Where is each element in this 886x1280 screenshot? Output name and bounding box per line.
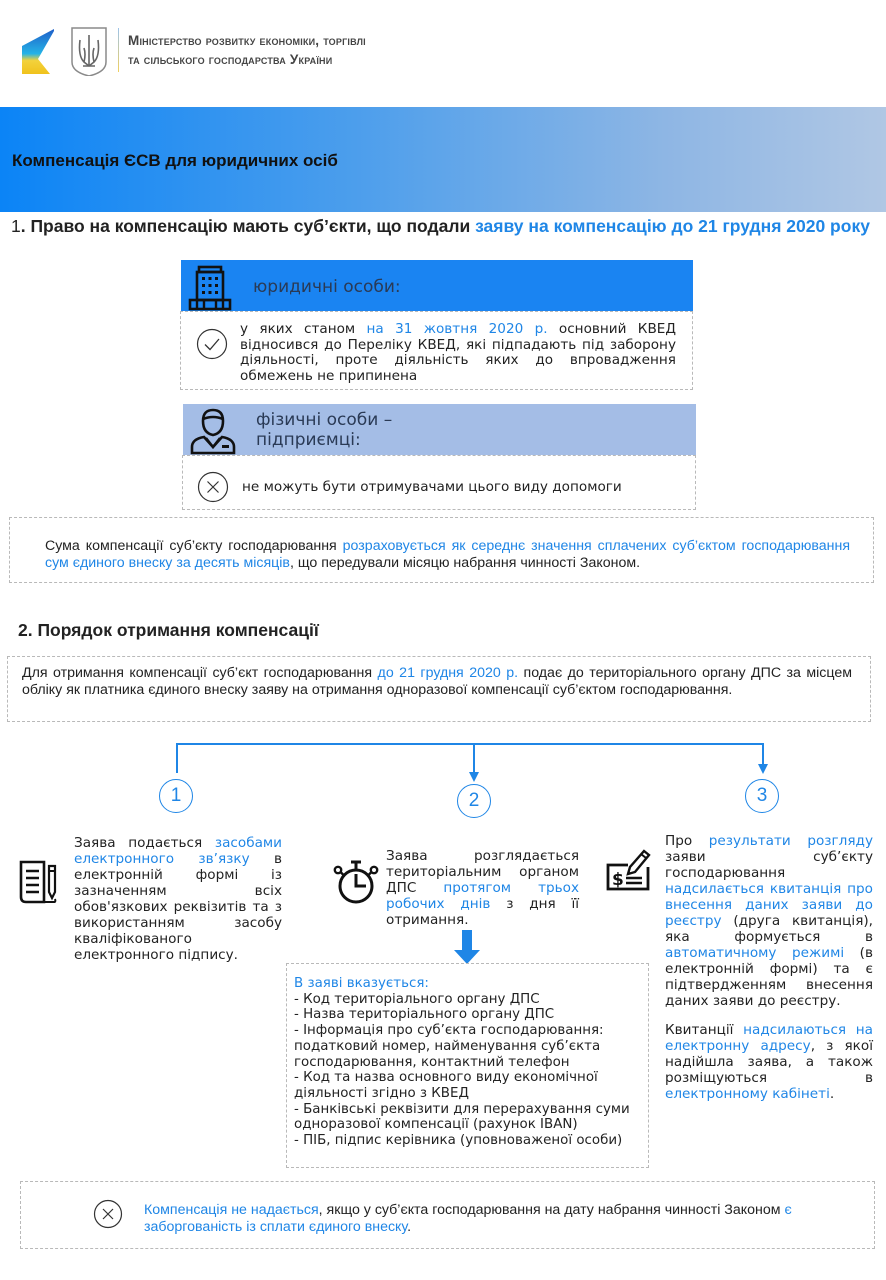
svg-text:$: $	[612, 870, 624, 890]
step3-text-part: .	[829, 1086, 835, 1102]
step3-text-part: Квитанції	[665, 1022, 744, 1038]
intro-text-part: подає до територіального органу ДПС за місцем обліку як платника єдиного внеску заяву на отримання одноразової компенсації суб’єктом господарювання.	[22, 665, 852, 698]
step3-text-highlight: електронному кабінеті	[665, 1086, 830, 1102]
legal-text-part: у яких станом	[240, 321, 367, 337]
step1-text	[74, 835, 282, 963]
section1-title-text: . Право на компенсацію мають суб’єкти, що подали	[20, 216, 476, 236]
ministry-logo-icon	[20, 26, 112, 76]
list-item: - Інформація про суб’єкта господарювання: податковий номер, найменування суб’єкта господарювання, контактний телефон	[294, 1023, 604, 1070]
x-circle-icon	[197, 471, 229, 503]
step3-text-highlight: надсилається квитанція про внесення даних заяви до реєстру	[665, 881, 873, 929]
individuals-text: не можуть бути отримувачами цього виду допомоги	[242, 479, 622, 495]
denial-text-highlight: Компенсація не надається	[144, 1202, 319, 1218]
individuals-heading-line1: фізичні особи –	[256, 410, 393, 430]
ministry-name-line2: та сільського господарства України	[128, 52, 333, 67]
x-circle-icon	[93, 1199, 123, 1229]
stopwatch-icon	[333, 858, 379, 906]
step3-receipts-text	[665, 1022, 873, 1102]
application-contents	[294, 976, 646, 1149]
denial-text-part: .	[407, 1219, 412, 1235]
sum-text-part: Сума компенсації суб’єкту господарювання	[45, 538, 343, 554]
step3-text-highlight: автоматичному режимі	[665, 945, 845, 961]
legal-text-date: на 31 жовтня 2020 р.	[366, 321, 548, 337]
individuals-heading-line2: підприємці:	[256, 430, 361, 450]
list-item: - Код територіального органу ДПС	[294, 991, 540, 1007]
list-item: - ПІБ, підпис керівника (уповноваженої особи)	[294, 1133, 623, 1149]
arrow-down-icon	[452, 930, 482, 966]
section1-title-highlight: заяву на компенсацію до 21 грудня 2020 року	[475, 216, 870, 236]
flow-line	[177, 744, 763, 773]
document-pen-icon	[18, 858, 58, 906]
section1-number: 1	[11, 216, 21, 236]
page-title: Компенсація ЄСВ для юридичних осіб	[12, 151, 338, 170]
step2-text-part: Заява розглядається територіальним органом ДПС	[386, 848, 579, 896]
person-icon	[188, 407, 238, 455]
step3-text-part: (в електронній формі) та є підтвердженням внесення даних заяви до реєстру.	[665, 945, 873, 1009]
ministry-name-line1: Міністерство розвитку економіки, торгівлі	[128, 33, 366, 48]
building-icon	[187, 263, 235, 311]
legal-text-part: основний КВЕД відносився до Переліку КВЕД, які підпадають під заборону діяльності, проте діяльність яких до впровадження обмежень не припинена	[240, 321, 676, 384]
intro-text-date: до 21 грудня 2020 р.	[377, 665, 519, 681]
sum-text-highlight: розраховується як середнє значення сплачених суб’єктом господарювання сум єдиного внеску за десять місяців	[45, 538, 851, 571]
intro-text-part: Для отримання компенсації суб’єкт господарювання	[22, 665, 378, 681]
step-number-2: 2	[457, 784, 491, 818]
procedure-intro-text	[22, 665, 852, 699]
step3-text	[665, 833, 873, 1009]
step1-text-highlight: засобами електронного зв’язку	[74, 835, 282, 867]
list-item: - Назва територіального органу ДПС	[294, 1007, 555, 1023]
arrow-down-icon	[469, 772, 479, 782]
application-contents-heading: В заяві вказується:	[294, 976, 429, 991]
step3-text-part: (друга квитанція), яка формується в	[665, 913, 873, 945]
section1-title	[11, 216, 871, 237]
cheque-icon	[604, 845, 652, 893]
individuals-heading	[256, 410, 392, 450]
step3-text-part: Про	[665, 833, 709, 849]
step3-text-highlight: результати розгляду	[708, 833, 873, 849]
step2-text-highlight: протягом трьох робочих днів	[386, 880, 580, 912]
denial-note-text	[144, 1202, 824, 1236]
step3-text-part: заяви суб’єкту господарювання	[665, 849, 873, 881]
denial-text-highlight: є заборгованість із сплати єдиного внеску	[144, 1202, 792, 1235]
check-circle-icon	[196, 328, 228, 360]
list-item: - Банківські реквізити для перерахування суми одноразової компенсації (рахунок IBAN)	[294, 1101, 630, 1133]
step2-text-part: з дня її отримання.	[386, 896, 580, 928]
ministry-logo	[20, 26, 112, 76]
step3-text-part: , з якої надійшла заява, а також розміщуються в	[665, 1038, 873, 1086]
logo-divider	[118, 28, 119, 72]
step3-text-highlight: надсилаються на електронну адресу	[665, 1022, 873, 1054]
step2-text	[386, 848, 579, 928]
legal-entities-heading: юридичні особи:	[253, 277, 401, 297]
step1-text-part: Заява подається	[74, 835, 215, 851]
denial-text-part: , якщо у суб’єкта господарювання на дату набрання чинності Законом	[318, 1202, 785, 1218]
compensation-sum-text	[45, 538, 850, 572]
arrow-down-icon	[758, 764, 768, 774]
step-number-3: 3	[745, 779, 779, 813]
legal-entities-text	[240, 322, 676, 384]
step1-text-part: в електронній формі із зазначенням всіх обов'язкових реквізитів та з використанням засобу кваліфікованого електронного підпису.	[74, 851, 282, 963]
step-number-1: 1	[159, 779, 193, 813]
section2-title: 2. Порядок отримання компенсації	[18, 620, 319, 640]
sum-text-part: , що передували місяцю набрання чинності Законом.	[289, 555, 641, 571]
ministry-name	[128, 31, 366, 69]
list-item: - Код та назва основного виду економічної діяльності згідно з КВЕД	[294, 1070, 598, 1101]
